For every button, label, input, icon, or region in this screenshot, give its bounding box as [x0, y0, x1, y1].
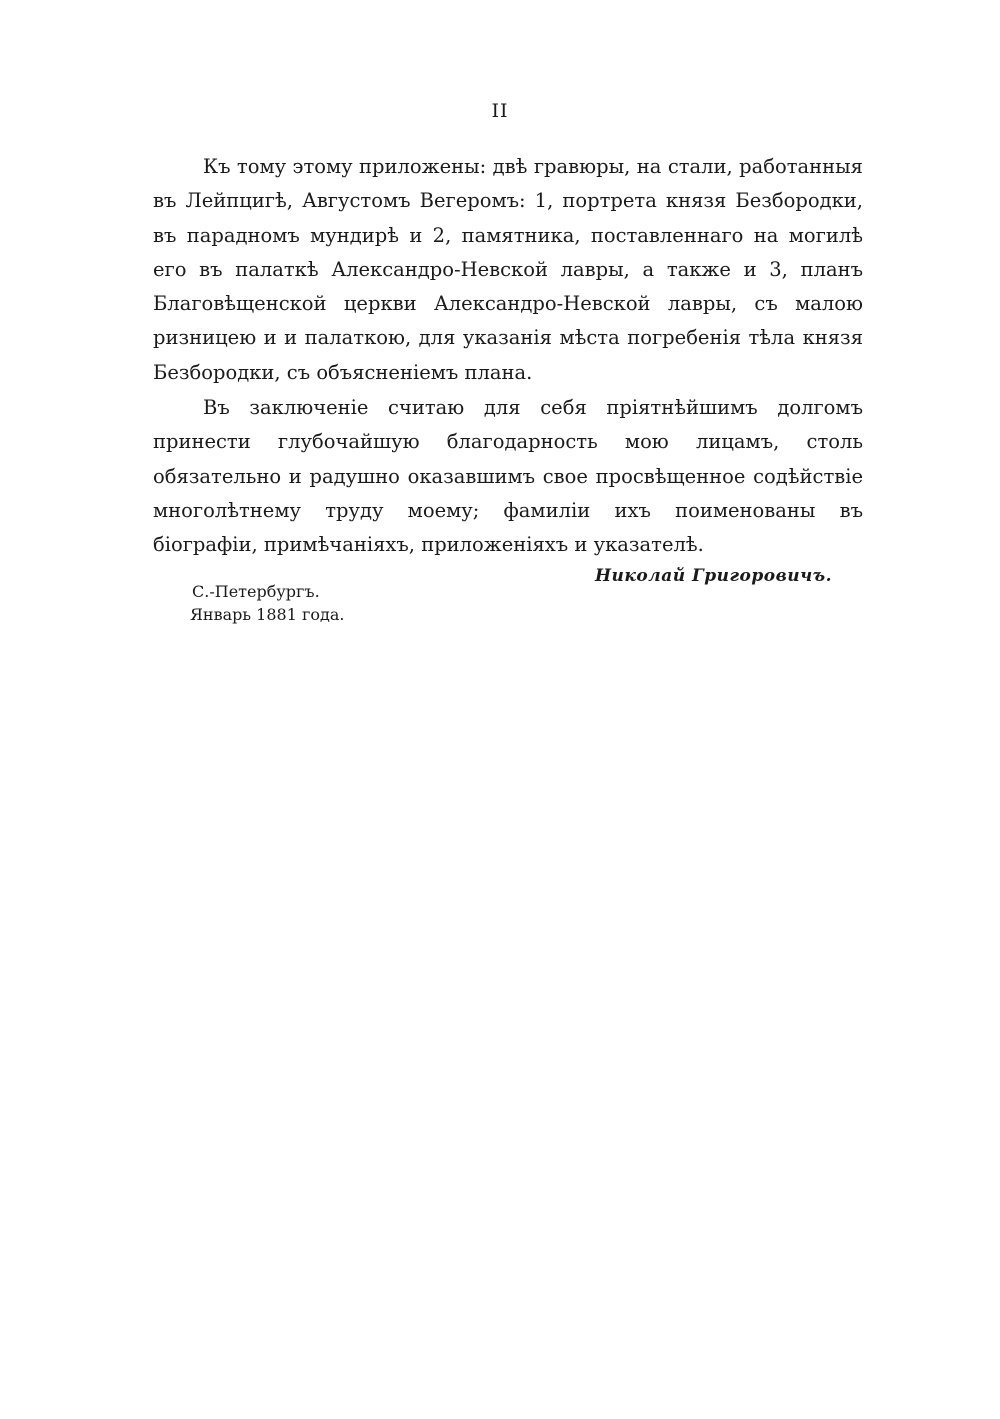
paragraph-acknowledgements: Въ заключеніе считаю для себя пріятнѣйшимъ долгомъ принести глубочайшую благодарность мою лицамъ, столь обязательно и радушно оказавшимъ свое просвѣщенное содѣйствіе многолѣтнему труду моему; фамиліи ихъ поименованы въ біографіи, примѣчаніяхъ, приложеніяхъ и указателѣ.: [153, 396, 863, 557]
date-line: Январь 1881 года.: [190, 605, 345, 624]
place-line: С.-Петербургъ.: [192, 582, 320, 601]
page-number: II: [491, 100, 509, 122]
paragraph-engravings: Къ тому этому приложены: двѣ гравюры, на стали, работанныя въ Лейпцигѣ, Августомъ Вегеромъ: 1, портрета князя Безбородки, въ парадномъ мундирѣ и 2, памятника, поставленнаго на могилѣ его въ палаткѣ Александро-Невской лавры, а также и 3, планъ Благовѣщенской церкви Александро-Невской лавры, съ малою ризницею и и палаткою, для указанія мѣста погребенія тѣла князя Безбородки, съ объясненіемъ плана.: [153, 155, 863, 384]
place-date-block: [190, 580, 344, 626]
author-signature: Николай Григоровичъ.: [595, 566, 833, 586]
body-text: [153, 150, 863, 563]
